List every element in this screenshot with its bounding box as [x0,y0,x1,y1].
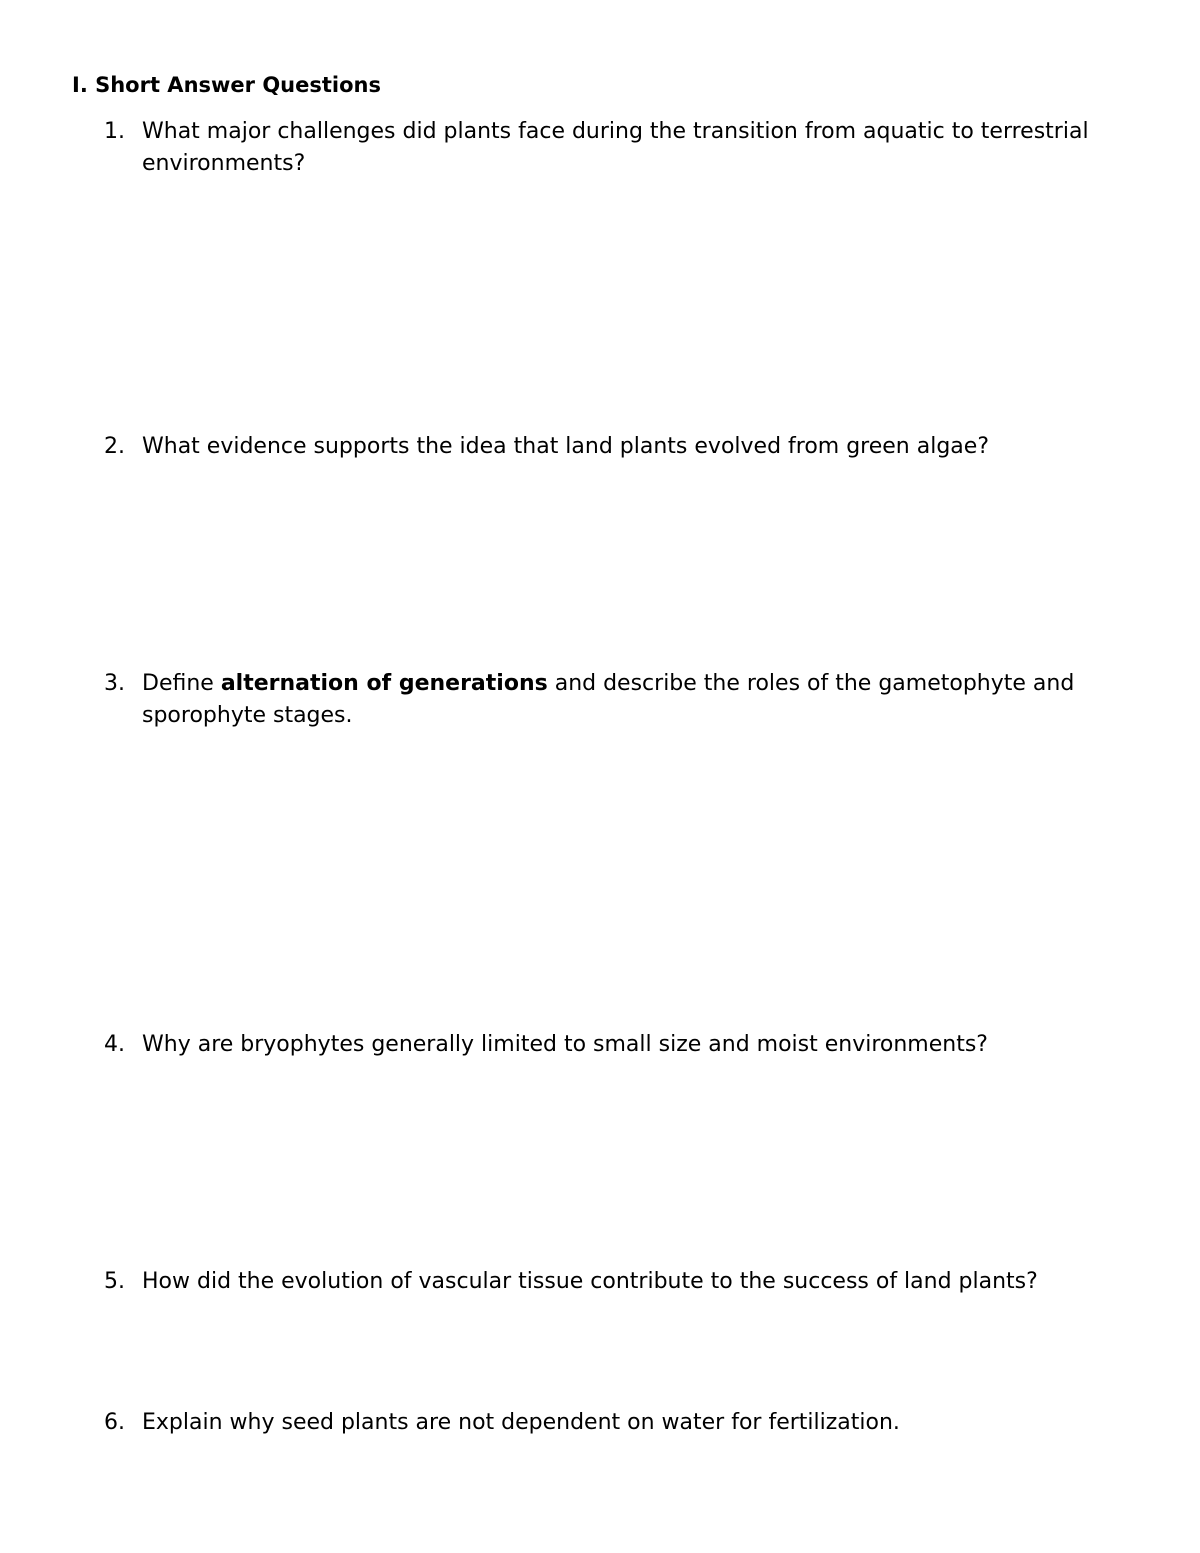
question-number: 6. [104,1410,125,1435]
question-text: Explain why seed plants are not dependent on water for fertilization. [142,1410,900,1435]
question-number: 2. [104,434,125,459]
question-text: How did the evolution of vascular tissue contribute to the success of land plants? [142,1269,1038,1294]
bold-term: alternation of generations [220,671,548,696]
question-text [142,668,1132,732]
section-heading: I. Short Answer Questions [72,73,381,97]
question-number: 4. [104,1032,125,1057]
question-text-intro: Define [142,671,221,696]
question-text: What evidence supports the idea that land plants evolved from green algae? [142,434,989,459]
question-text: What major challenges did plants face during the transition from aquatic to terrestrial environments? [142,119,1089,176]
question-number: 3. [104,671,125,696]
question-text-rest: and describe the roles of the gametophyte and sporophyte stages. [142,671,1075,728]
question-number: 5. [104,1269,125,1294]
question-number: 1. [104,119,125,144]
question-text: Why are bryophytes generally limited to small size and moist environments? [142,1032,988,1057]
